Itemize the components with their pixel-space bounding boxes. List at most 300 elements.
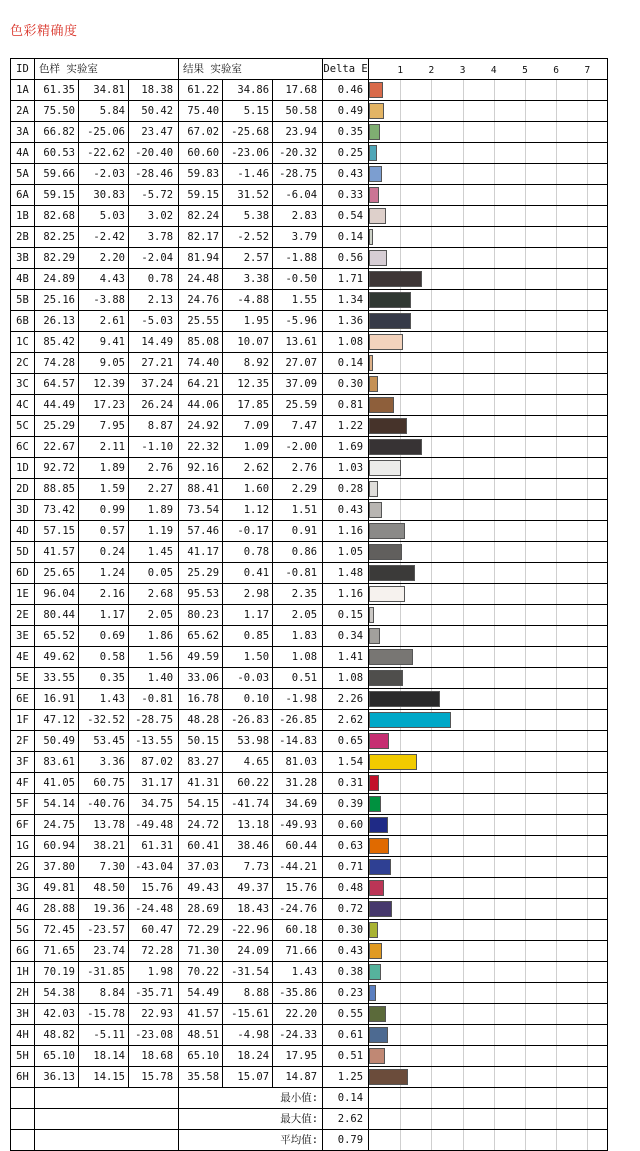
summary-spacer-sample [35, 1130, 179, 1151]
axis-tick-3: 3 [459, 65, 466, 76]
cell-sample-a: -31.85 [79, 962, 129, 983]
table-row [11, 311, 608, 332]
cell-result-b: 3.79 [273, 227, 323, 248]
cell-delta-e: 1.54 [323, 752, 369, 773]
cell-result-a: 2.62 [223, 458, 273, 479]
cell-sample-l: 54.38 [35, 983, 79, 1004]
cell-sample-b: -5.03 [129, 311, 179, 332]
cell-sample-l: 82.29 [35, 248, 79, 269]
cell-delta-bar [369, 248, 608, 269]
table-row [11, 983, 608, 1004]
grid-lines [369, 206, 607, 226]
grid-lines [369, 962, 607, 982]
cell-result-b: 81.03 [273, 752, 323, 773]
cell-result-b: 0.91 [273, 521, 323, 542]
cell-id: 6C [11, 437, 35, 458]
table-row [11, 500, 608, 521]
cell-delta-bar [369, 752, 608, 773]
cell-sample-b: 34.75 [129, 794, 179, 815]
table-header-row [11, 59, 608, 80]
cell-delta-e: 1.08 [323, 668, 369, 689]
cell-result-a: 38.46 [223, 836, 273, 857]
cell-delta-bar [369, 332, 608, 353]
axis-tick-6: 6 [553, 65, 560, 76]
cell-result-a: 18.24 [223, 1046, 273, 1067]
delta-e-bar [369, 1069, 408, 1085]
cell-delta-bar [369, 773, 608, 794]
cell-result-a: 49.37 [223, 878, 273, 899]
cell-result-b: 1.83 [273, 626, 323, 647]
cell-delta-e: 1.03 [323, 458, 369, 479]
cell-sample-a: 1.17 [79, 605, 129, 626]
summary-value: 0.14 [323, 1088, 369, 1109]
cell-result-b: 2.05 [273, 605, 323, 626]
cell-result-a: -41.74 [223, 794, 273, 815]
cell-result-b: -5.96 [273, 311, 323, 332]
cell-sample-b: 0.78 [129, 269, 179, 290]
cell-result-a: 1.12 [223, 500, 273, 521]
cell-sample-a: 34.81 [79, 80, 129, 101]
cell-id: 1F [11, 710, 35, 731]
cell-sample-l: 64.57 [35, 374, 79, 395]
cell-sample-l: 22.67 [35, 437, 79, 458]
cell-result-a: -4.98 [223, 1025, 273, 1046]
cell-delta-bar [369, 1067, 608, 1088]
cell-result-a: 1.17 [223, 605, 273, 626]
cell-sample-a: -25.06 [79, 122, 129, 143]
delta-axis-scale [369, 59, 607, 79]
cell-delta-e: 1.48 [323, 563, 369, 584]
cell-result-a: 1.09 [223, 437, 273, 458]
cell-delta-bar [369, 815, 608, 836]
delta-e-bar [369, 544, 402, 560]
summary-spacer-sample [35, 1109, 179, 1130]
cell-result-l: 41.17 [179, 542, 223, 563]
delta-e-bar [369, 964, 381, 980]
delta-e-bar [369, 880, 384, 896]
cell-sample-a: 0.69 [79, 626, 129, 647]
cell-sample-a: -22.62 [79, 143, 129, 164]
table-row [11, 920, 608, 941]
cell-id: 1D [11, 458, 35, 479]
cell-delta-bar [369, 563, 608, 584]
table-header [11, 59, 608, 80]
cell-result-b: 7.47 [273, 416, 323, 437]
cell-result-l: 59.15 [179, 185, 223, 206]
cell-sample-a: 0.35 [79, 668, 129, 689]
cell-result-b: 71.66 [273, 941, 323, 962]
cell-id: 4C [11, 395, 35, 416]
cell-sample-b: -28.46 [129, 164, 179, 185]
cell-result-l: 75.40 [179, 101, 223, 122]
cell-result-b: 1.08 [273, 647, 323, 668]
cell-sample-b: -0.81 [129, 689, 179, 710]
grid-lines [369, 983, 607, 1003]
cell-result-a: -26.83 [223, 710, 273, 731]
cell-delta-e: 2.26 [323, 689, 369, 710]
delta-e-bar [369, 1048, 385, 1064]
cell-sample-a: 5.84 [79, 101, 129, 122]
cell-result-l: 25.55 [179, 311, 223, 332]
grid-lines [369, 1109, 607, 1129]
cell-sample-a: 14.15 [79, 1067, 129, 1088]
cell-result-b: 14.87 [273, 1067, 323, 1088]
table-row [11, 101, 608, 122]
cell-result-a: 1.95 [223, 311, 273, 332]
table-row [11, 605, 608, 626]
cell-delta-bar [369, 227, 608, 248]
grid-lines [369, 773, 607, 793]
cell-id: 1G [11, 836, 35, 857]
cell-result-a: 0.10 [223, 689, 273, 710]
cell-result-b: 23.94 [273, 122, 323, 143]
cell-delta-bar [369, 164, 608, 185]
cell-sample-l: 65.52 [35, 626, 79, 647]
cell-delta-e: 0.49 [323, 101, 369, 122]
delta-e-bar [369, 397, 394, 413]
cell-result-b: 15.76 [273, 878, 323, 899]
table-row [11, 857, 608, 878]
cell-result-l: 48.51 [179, 1025, 223, 1046]
cell-id: 3E [11, 626, 35, 647]
cell-sample-l: 25.65 [35, 563, 79, 584]
table-row [11, 290, 608, 311]
delta-e-bar [369, 481, 378, 497]
cell-id: 1H [11, 962, 35, 983]
cell-result-l: 35.58 [179, 1067, 223, 1088]
cell-sample-a: -2.42 [79, 227, 129, 248]
cell-delta-bar [369, 1025, 608, 1046]
cell-sample-a: 19.36 [79, 899, 129, 920]
table-row [11, 185, 608, 206]
cell-delta-bar [369, 626, 608, 647]
cell-delta-bar [369, 647, 608, 668]
cell-sample-b: 0.05 [129, 563, 179, 584]
cell-sample-l: 82.25 [35, 227, 79, 248]
cell-id: 2F [11, 731, 35, 752]
delta-e-bar [369, 691, 439, 707]
grid-lines [369, 164, 607, 184]
cell-result-b: 2.35 [273, 584, 323, 605]
cell-delta-e: 1.16 [323, 584, 369, 605]
grid-lines [369, 479, 607, 499]
cell-sample-b: -28.75 [129, 710, 179, 731]
delta-e-bar [369, 523, 405, 539]
cell-delta-bar [369, 941, 608, 962]
cell-sample-b: 22.93 [129, 1004, 179, 1025]
cell-sample-b: 1.86 [129, 626, 179, 647]
cell-delta-bar [369, 80, 608, 101]
header-delta: Delta E [323, 59, 369, 80]
cell-result-b: 31.28 [273, 773, 323, 794]
cell-sample-l: 36.13 [35, 1067, 79, 1088]
cell-id: 2D [11, 479, 35, 500]
cell-id: 3H [11, 1004, 35, 1025]
delta-e-bar [369, 607, 374, 623]
cell-result-l: 49.59 [179, 647, 223, 668]
table-row [11, 542, 608, 563]
table-row [11, 1046, 608, 1067]
cell-sample-l: 54.14 [35, 794, 79, 815]
cell-id: 6E [11, 689, 35, 710]
cell-sample-a: -5.11 [79, 1025, 129, 1046]
delta-e-bar [369, 187, 379, 203]
cell-delta-bar [369, 710, 608, 731]
cell-sample-l: 83.61 [35, 752, 79, 773]
cell-sample-l: 42.03 [35, 1004, 79, 1025]
table-row [11, 122, 608, 143]
cell-sample-b: -24.48 [129, 899, 179, 920]
cell-result-l: 41.57 [179, 1004, 223, 1025]
cell-delta-e: 0.51 [323, 1046, 369, 1067]
cell-delta-bar [369, 101, 608, 122]
cell-sample-l: 61.35 [35, 80, 79, 101]
cell-sample-b: -35.71 [129, 983, 179, 1004]
table-row [11, 752, 608, 773]
cell-result-b: 1.43 [273, 962, 323, 983]
cell-result-b: 2.83 [273, 206, 323, 227]
cell-sample-a: 1.24 [79, 563, 129, 584]
table-row [11, 227, 608, 248]
cell-id: 2E [11, 605, 35, 626]
cell-result-l: 82.17 [179, 227, 223, 248]
delta-e-bar [369, 82, 383, 98]
summary-spacer-sample [35, 1088, 179, 1109]
table-row [11, 248, 608, 269]
cell-delta-bar [369, 1004, 608, 1025]
cell-delta-e: 0.25 [323, 143, 369, 164]
cell-result-l: 49.43 [179, 878, 223, 899]
delta-e-bar [369, 817, 388, 833]
grid-lines [369, 605, 607, 625]
table-row [11, 206, 608, 227]
table-row [11, 332, 608, 353]
cell-delta-e: 1.71 [323, 269, 369, 290]
cell-result-b: -1.98 [273, 689, 323, 710]
grid-lines [369, 857, 607, 877]
cell-delta-bar [369, 1046, 608, 1067]
cell-delta-e: 0.31 [323, 773, 369, 794]
cell-result-a: -0.03 [223, 668, 273, 689]
cell-sample-l: 26.13 [35, 311, 79, 332]
cell-sample-a: 60.75 [79, 773, 129, 794]
cell-sample-l: 50.49 [35, 731, 79, 752]
summary-spacer-id [11, 1088, 35, 1109]
delta-e-bar [369, 334, 403, 350]
cell-sample-b: -5.72 [129, 185, 179, 206]
cell-result-l: 54.15 [179, 794, 223, 815]
cell-sample-l: 49.62 [35, 647, 79, 668]
cell-delta-bar [369, 689, 608, 710]
cell-sample-b: -1.10 [129, 437, 179, 458]
cell-result-l: 28.69 [179, 899, 223, 920]
delta-e-bar [369, 733, 389, 749]
cell-result-b: 13.61 [273, 332, 323, 353]
cell-sample-l: 59.66 [35, 164, 79, 185]
cell-delta-bar [369, 857, 608, 878]
summary-value: 2.62 [323, 1109, 369, 1130]
cell-result-a: 31.52 [223, 185, 273, 206]
cell-result-l: 59.83 [179, 164, 223, 185]
cell-sample-l: 73.42 [35, 500, 79, 521]
cell-delta-e: 0.14 [323, 227, 369, 248]
grid-lines [369, 395, 607, 415]
cell-id: 2H [11, 983, 35, 1004]
delta-e-bar [369, 376, 378, 392]
cell-result-b: -44.21 [273, 857, 323, 878]
cell-delta-bar [369, 920, 608, 941]
grid-lines [369, 1130, 607, 1150]
delta-e-bar [369, 1006, 386, 1022]
summary-value: 0.79 [323, 1130, 369, 1151]
table-row [11, 668, 608, 689]
cell-result-b: 17.68 [273, 80, 323, 101]
cell-sample-a: 2.11 [79, 437, 129, 458]
cell-result-a: 7.09 [223, 416, 273, 437]
cell-result-a: 0.85 [223, 626, 273, 647]
cell-sample-b: 37.24 [129, 374, 179, 395]
cell-delta-e: 0.65 [323, 731, 369, 752]
cell-delta-e: 2.62 [323, 710, 369, 731]
cell-delta-bar [369, 479, 608, 500]
delta-e-bar [369, 502, 382, 518]
cell-sample-a: -40.76 [79, 794, 129, 815]
summary-label: 最大值: [179, 1109, 323, 1130]
delta-e-bar [369, 1027, 388, 1043]
cell-sample-l: 88.85 [35, 479, 79, 500]
cell-delta-e: 0.48 [323, 878, 369, 899]
grid-lines [369, 1046, 607, 1066]
cell-id: 6G [11, 941, 35, 962]
cell-delta-e: 1.08 [323, 332, 369, 353]
grid-lines [369, 353, 607, 373]
cell-id: 1B [11, 206, 35, 227]
cell-result-l: 71.30 [179, 941, 223, 962]
cell-delta-e: 0.81 [323, 395, 369, 416]
cell-delta-bar [369, 122, 608, 143]
grid-lines [369, 227, 607, 247]
cell-sample-a: 0.57 [79, 521, 129, 542]
cell-delta-e: 0.38 [323, 962, 369, 983]
cell-result-b: 25.59 [273, 395, 323, 416]
cell-result-l: 25.29 [179, 563, 223, 584]
cell-id: 6F [11, 815, 35, 836]
grid-lines [369, 626, 607, 646]
cell-sample-b: 1.98 [129, 962, 179, 983]
cell-sample-l: 41.05 [35, 773, 79, 794]
cell-delta-bar [369, 290, 608, 311]
cell-delta-bar [369, 269, 608, 290]
cell-result-a: 1.50 [223, 647, 273, 668]
cell-id: 1A [11, 80, 35, 101]
cell-result-b: 17.95 [273, 1046, 323, 1067]
cell-result-b: 22.20 [273, 1004, 323, 1025]
table-row [11, 794, 608, 815]
cell-delta-bar [369, 500, 608, 521]
cell-result-a: -31.54 [223, 962, 273, 983]
cell-result-l: 85.08 [179, 332, 223, 353]
cell-delta-bar [369, 878, 608, 899]
cell-sample-b: 2.05 [129, 605, 179, 626]
cell-sample-b: 2.68 [129, 584, 179, 605]
grid-lines [369, 794, 607, 814]
delta-e-bar [369, 124, 380, 140]
delta-e-bar [369, 943, 382, 959]
grid-lines [369, 920, 607, 940]
delta-e-bar [369, 670, 403, 686]
cell-sample-b: 15.78 [129, 1067, 179, 1088]
cell-result-a: -22.96 [223, 920, 273, 941]
cell-result-a: 24.09 [223, 941, 273, 962]
cell-result-b: -14.83 [273, 731, 323, 752]
cell-id: 5A [11, 164, 35, 185]
cell-result-a: 17.85 [223, 395, 273, 416]
cell-result-l: 16.78 [179, 689, 223, 710]
cell-result-l: 50.15 [179, 731, 223, 752]
cell-result-l: 95.53 [179, 584, 223, 605]
table-row [11, 521, 608, 542]
cell-result-l: 64.21 [179, 374, 223, 395]
cell-sample-a: 2.61 [79, 311, 129, 332]
grid-lines [369, 668, 607, 688]
table-row [11, 353, 608, 374]
cell-sample-b: -23.08 [129, 1025, 179, 1046]
cell-sample-a: -2.03 [79, 164, 129, 185]
cell-sample-a: 1.43 [79, 689, 129, 710]
grid-lines [369, 1025, 607, 1045]
cell-delta-e: 1.16 [323, 521, 369, 542]
cell-sample-a: 0.99 [79, 500, 129, 521]
cell-sample-b: -13.55 [129, 731, 179, 752]
page-title: 色彩精确度 [10, 24, 78, 39]
cell-delta-bar [369, 185, 608, 206]
cell-sample-b: -49.48 [129, 815, 179, 836]
delta-e-bar [369, 229, 373, 245]
cell-delta-bar [369, 836, 608, 857]
cell-sample-a: 0.58 [79, 647, 129, 668]
table-row [11, 479, 608, 500]
cell-result-b: 1.55 [273, 290, 323, 311]
cell-result-a: -25.68 [223, 122, 273, 143]
summary-bar-cell [369, 1130, 608, 1151]
cell-sample-a: 1.59 [79, 479, 129, 500]
cell-sample-l: 57.15 [35, 521, 79, 542]
delta-e-bar [369, 418, 407, 434]
cell-result-l: 54.49 [179, 983, 223, 1004]
cell-result-b: 50.58 [273, 101, 323, 122]
table-row [11, 143, 608, 164]
cell-id: 6H [11, 1067, 35, 1088]
table-row [11, 836, 608, 857]
cell-result-b: 2.76 [273, 458, 323, 479]
cell-sample-l: 82.68 [35, 206, 79, 227]
delta-e-bar [369, 103, 384, 119]
cell-id: 2G [11, 857, 35, 878]
cell-delta-e: 0.71 [323, 857, 369, 878]
cell-sample-l: 25.29 [35, 416, 79, 437]
cell-result-a: 4.65 [223, 752, 273, 773]
cell-id: 3C [11, 374, 35, 395]
axis-tick-7: 7 [584, 65, 591, 76]
cell-result-a: 8.88 [223, 983, 273, 1004]
cell-sample-b: 50.42 [129, 101, 179, 122]
table-row [11, 374, 608, 395]
delta-e-bar [369, 313, 411, 329]
cell-sample-a: 18.14 [79, 1046, 129, 1067]
cell-result-b: -35.86 [273, 983, 323, 1004]
cell-sample-b: 26.24 [129, 395, 179, 416]
table-row [11, 437, 608, 458]
